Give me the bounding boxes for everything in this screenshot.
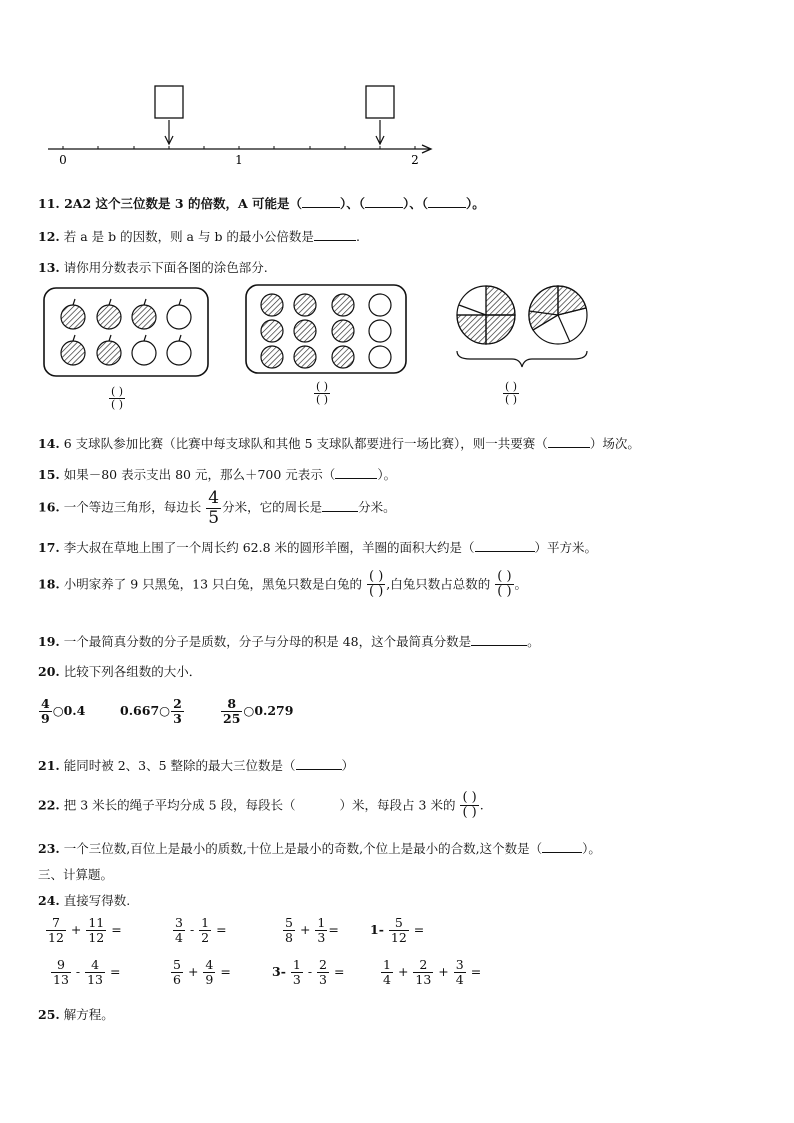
question-13: 13. 请你用分数表示下面各图的涂色部分.: [38, 260, 268, 275]
tick-label-0: 0: [59, 153, 67, 167]
question-21: 21. 能同时被 2、3、5 整除的最大三位数是（ ）: [38, 758, 355, 773]
question-11: 11. 2A2 这个三位数是 3 的倍数，A 可能是（ ）、（ ）、（ ）。: [38, 196, 485, 211]
calc-2-2: $\frac{5}{6}$ + $\frac{4}{9}$ =: [173, 957, 231, 987]
number-line-figure: [40, 80, 440, 170]
tick-label-1: 1: [235, 153, 243, 167]
question-25: 25. 解方程。: [38, 1007, 114, 1022]
frac-blank-apples: $\frac{( )}{( )}$: [111, 385, 124, 412]
apple-group: [61, 299, 191, 365]
answer-box-left: [155, 86, 183, 118]
calc-2-4: $\frac{1}{4}$ + $\frac{2}{13}$ + $\frac{3}{4}$ =: [383, 957, 482, 987]
answer-box-right: [366, 86, 394, 118]
calc-2-3: 3- $\frac{1}{3}$ - $\frac{2}{3}$ =: [272, 957, 345, 987]
calc-1-4: 1- $\frac{5}{12}$ =: [370, 915, 425, 945]
peach-group: [261, 294, 391, 368]
question-22: 22. 把 3 米长的绳子平均分成 5 段，每段长（ ）米，每段占 3 米的 $\frac{( )}{( )}$ .: [38, 790, 484, 821]
question-19: 19. 一个最简真分数的分子是质数，分子与分母的积是 48，这个最简真分数是 。: [38, 634, 540, 649]
tick-label-2: 2: [411, 153, 419, 167]
question-18: 18. 小明家养了 9 只黑兔，13 只白兔，黑兔只数是白兔的 $\frac{( )}{( )}$ ,白兔只数占总数的 $\frac{( )}{( )}$ 。: [38, 569, 528, 600]
question-16: 16. 一个等边三角形，每边长 $\frac{4}{5}$ 分米，它的周长是 分米。: [38, 488, 396, 528]
question-17: 17. 李大叔在草地上围了一个周长约 62.8 米的圆形羊圈，羊圈的面积大约是（ ）平方米。: [38, 540, 598, 555]
section-3-title: 三、计算题。: [38, 867, 114, 882]
frac-blank-peaches: $\frac{( )}{( )}$: [316, 380, 329, 407]
calc-2-1: $\frac{9}{13}$ - $\frac{4}{13}$ =: [53, 957, 121, 987]
pie-circles: [457, 286, 587, 344]
calc-1-3: $\frac{5}{8}$ + $\frac{1}{3}$ =: [285, 915, 339, 945]
calc-1-1: $\frac{7}{12}$ + $\frac{11}{12}$ =: [48, 915, 122, 945]
calc-1-2: $\frac{3}{4}$ - $\frac{1}{2}$ =: [175, 915, 227, 945]
frac-blank-circles: $\frac{( )}{( )}$: [505, 380, 518, 407]
compare-item-2: 0.667○ $\frac{2}{3}$: [120, 696, 182, 726]
brace: [457, 351, 587, 367]
question-24: 24. 直接写得数.: [38, 893, 131, 908]
compare-item-3: $\frac{8}{25}$ ○0.279: [223, 696, 294, 726]
question-15: 15. 如果－80 表示支出 80 元，那么＋700 元表示（ ）。: [38, 467, 397, 482]
compare-item-1: $\frac{4}{9}$ ○0.4: [41, 696, 86, 726]
question-14: 14. 6 支球队参加比赛（比赛中每支球队和其他 5 支球队都要进行一场比赛），则一共要赛（ ）场次。: [38, 436, 640, 451]
question-12: 12. 若 a 是 b 的因数，则 a 与 b 的最小公倍数是 .: [38, 229, 360, 244]
question-23: 23. 一个三位数,百位上是最小的质数,十位上是最小的奇数,个位上是最小的合数,这个数是（ ）。: [38, 841, 601, 856]
question-20: 20. 比较下列各组数的大小．: [38, 664, 202, 679]
